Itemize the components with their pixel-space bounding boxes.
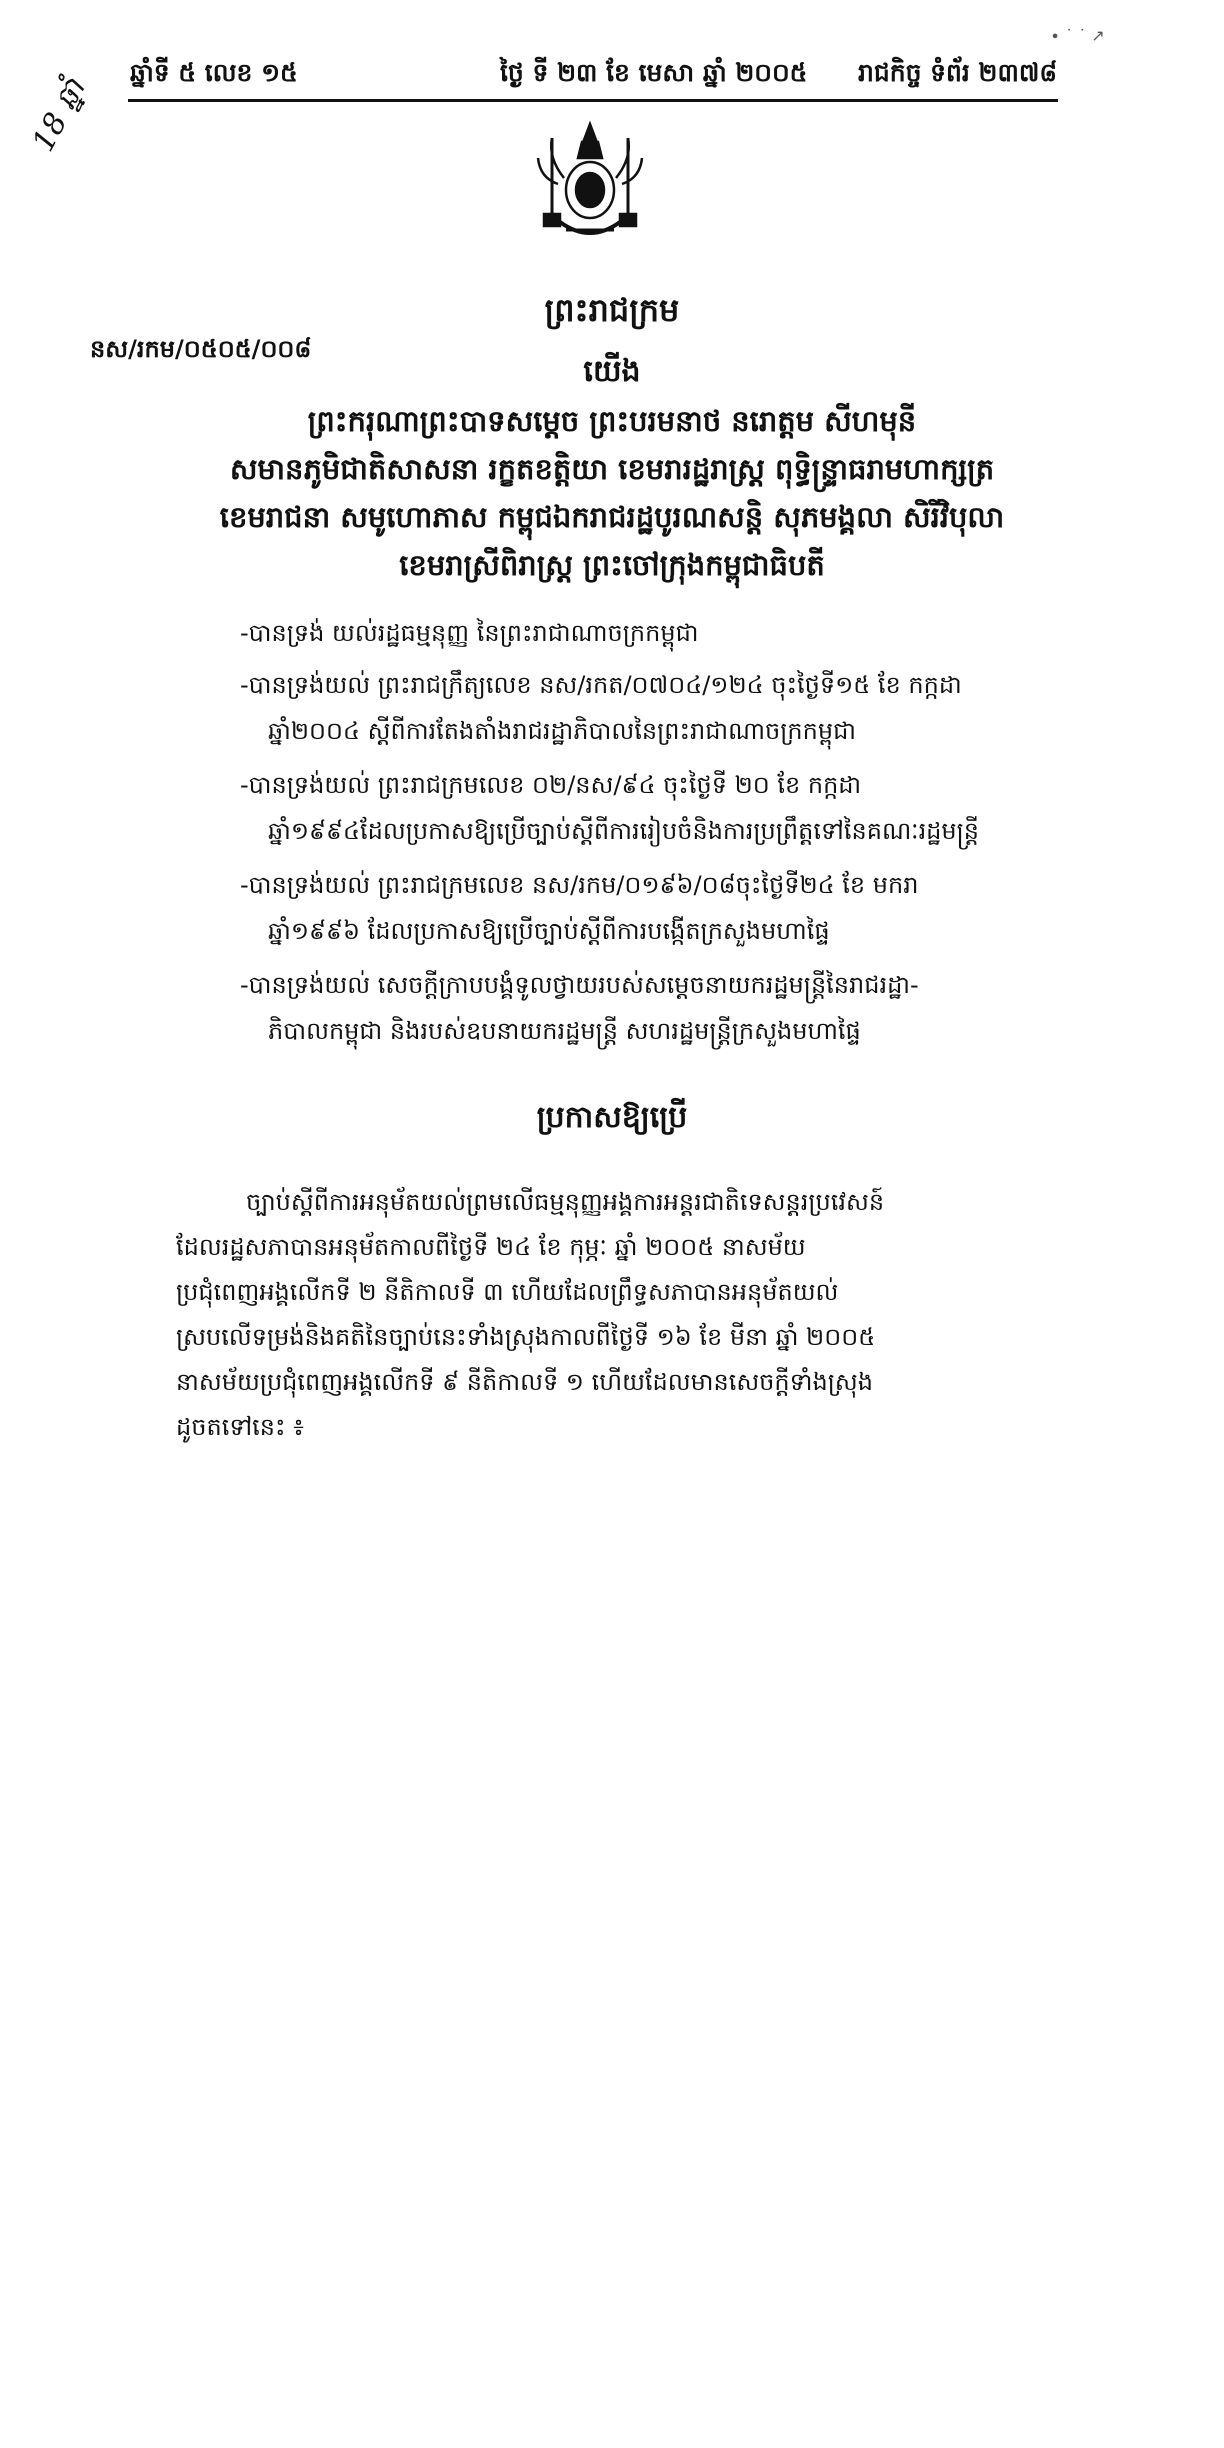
body-line: ប្រជុំពេញអង្គលើកទី ២ នីតិកាលទី ៣ ហើយដែលព្រឹទ្ធសភាបានអនុម័តយល់: [176, 1278, 839, 1306]
king-title-line: ខេមរាជនា សមូហោភាស កម្ពុជឯករាជរដ្ឋបូរណសន្តិ សុភមង្គលា សិរីវិបុលា: [219, 500, 1005, 534]
consideration-item: [240, 862, 1110, 954]
header-rule: [128, 99, 1058, 102]
consideration-line: -បានទ្រង់យល់ សេចក្ដីក្រាបបង្គំទូលថ្វាយរបស់សម្ដេចនាយករដ្ឋមន្ត្រីនៃរាជរដ្ឋា-: [240, 971, 919, 999]
consideration-line: -បានទ្រង់យល់ ព្រះរាជក្រឹត្យលេខ នស/រកត/០៧០៤/១២៤ ចុះថ្ងៃទី១៥ ខែ កក្កដា: [240, 671, 962, 699]
consideration-line: ឆ្នាំ១៩៩៦ ដែលប្រកាសឱ្យប្រើច្បាប់ស្ដីពីការបង្កើតក្រសួងមហាផ្ទៃ: [268, 917, 830, 945]
consideration-line: -បានទ្រង់យល់ ព្រះរាជក្រមលេខ ០២/នស/៩៤ ចុះថ្ងៃទី ២០ ខែ កក្កដា: [240, 771, 862, 799]
gazette-page-number: រាជកិច្ច ទំព័រ ២៣៧៨: [858, 58, 1058, 87]
king-title-line: ខេមរាស្រីពិរាស្ត្រ ព្រះចៅក្រុងកម្ពុជាធិបតី: [399, 548, 825, 582]
consideration-line: -បានទ្រង់ យល់រដ្ឋធម្មនុញ្ញ នៃព្រះរាជាណាចក្រកម្ពុជា: [240, 619, 699, 647]
royal-coat-of-arms-icon: [530, 118, 650, 248]
consideration-item: [240, 762, 1110, 854]
consideration-line: ឆ្នាំ២០០៤ ស្ដីពីការតែងតាំងរាជរដ្ឋាភិបាលនៃព្រះរាជាណាចក្រកម្ពុជា: [268, 717, 856, 745]
we-heading: យើង: [583, 354, 641, 389]
gazette-year-issue: ឆ្នាំទី ៥ លេខ ១៥: [130, 58, 298, 87]
body-paragraph: [176, 1180, 1056, 1450]
body-line: ដែលរដ្ឋសភាបានអនុម័តកាលពីថ្ងៃទី ២៤ ខែ កុម្ភៈ ឆ្នាំ ២០០៥ នាសម័យ: [176, 1233, 806, 1261]
consideration-item: [240, 610, 1110, 656]
body-line: នាសម័យប្រជុំពេញអង្គលើកទី ៩ នីតិកាលទី ១ ហើយដែលមានសេចក្ដីទាំងស្រុង: [176, 1368, 873, 1396]
reference-number: នស/រកម/០៥០៥/០០៨: [90, 335, 312, 363]
king-title-line: ព្រះករុណាព្រះបាទសម្ដេច ព្រះបរមនាថ នរោត្តម សីហមុនី: [307, 404, 917, 438]
king-title-line: សមានភូមិជាតិសាសនា រក្ខតខត្តិយា ខេមរារដ្ឋរាស្ត្រ ពុទ្ធិន្ទ្រាធរាមហាក្សត្រ: [229, 452, 995, 486]
corner-scribble: ∙ ˙ ˙ ↗: [1050, 26, 1105, 45]
gazette-date: ថ្ងៃ ទី ២៣ ខែ មេសា ឆ្នាំ ២០០៥: [500, 58, 808, 87]
consideration-line: -បានទ្រង់យល់ ព្រះរាជក្រមលេខ នស/រកម/០១៩៦/០៨ចុះថ្ងៃទី២៤ ខែ មករា: [240, 871, 919, 899]
consideration-line: ឆ្នាំ១៩៩៤ដែលប្រកាសឱ្យប្រើច្បាប់ស្ដីពីការរៀបចំនិងការប្រព្រឹត្តទៅនៃគណៈរដ្ឋមន្ត្រី: [268, 817, 980, 845]
consideration-item: [240, 662, 1110, 754]
body-line: ស្របលើទម្រង់និងគតិនៃច្បាប់នេះទាំងស្រុងកាលពីថ្ងៃទី ១៦ ខែ មីនា ឆ្នាំ ២០០៥: [176, 1323, 876, 1351]
body-line: ច្បាប់ស្ដីពីការអនុម័តយល់ព្រមលើធម្មនុញ្ញអង្គការអន្តរជាតិទេសន្តរប្រវេសន៍: [246, 1188, 885, 1216]
body-line: ដូចតទៅនេះ ៖: [176, 1413, 304, 1441]
proclaim-heading: ប្រកាសឱ្យប្រើ: [536, 1100, 688, 1135]
handwritten-margin-note: 18 ឆ្នាំ: [25, 73, 93, 158]
consideration-item: [240, 962, 1110, 1054]
document-type-title: ព្រះរាជក្រម: [544, 291, 680, 329]
consideration-line: ភិបាលកម្ពុជា និងរបស់ឧបនាយករដ្ឋមន្ត្រី សហរដ្ឋមន្ត្រីក្រសួងមហាផ្ទៃ: [268, 1017, 861, 1045]
